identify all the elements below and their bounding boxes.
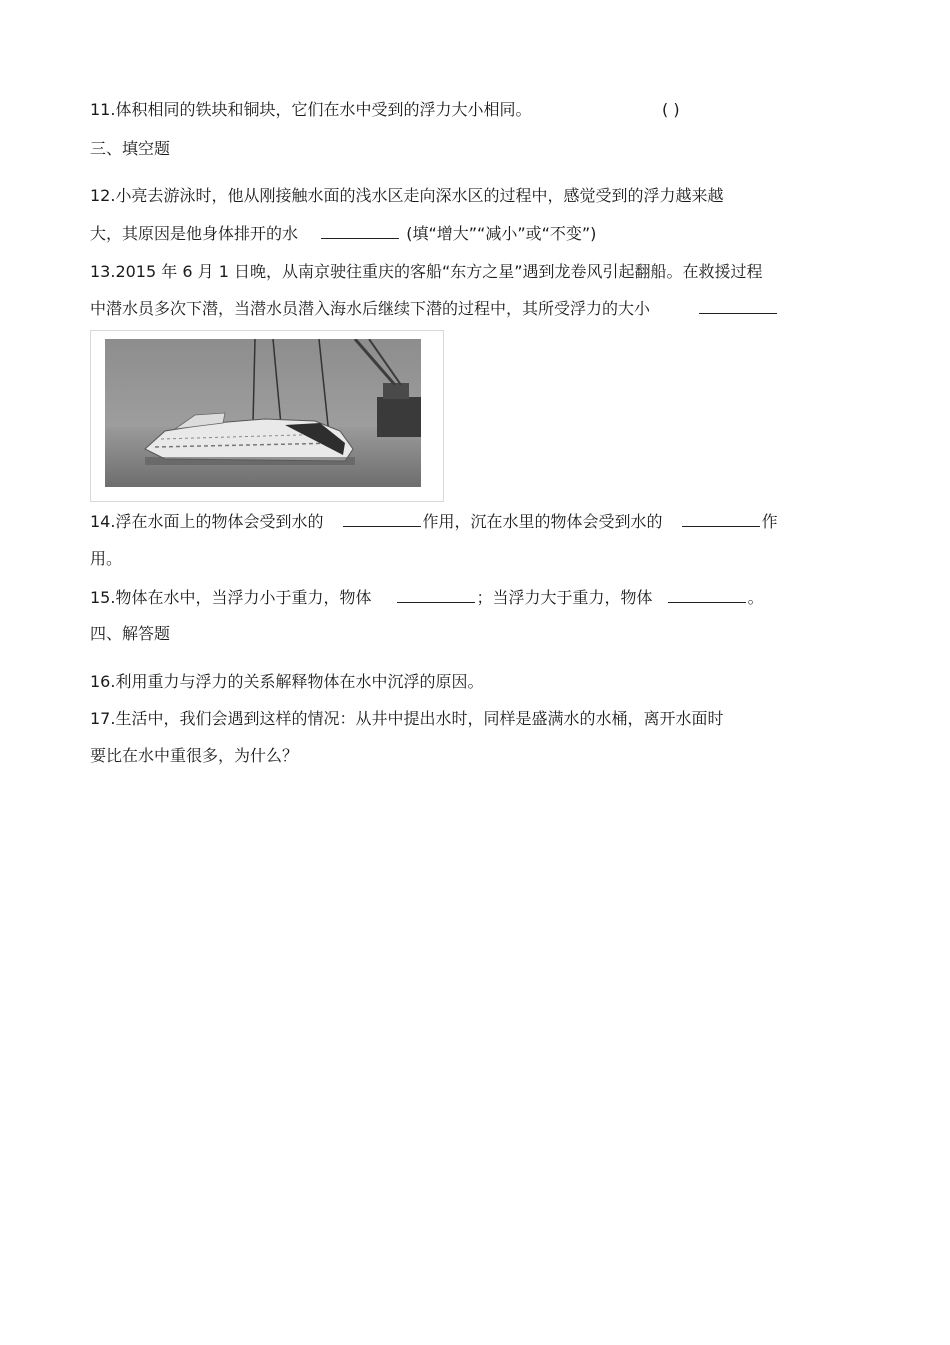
question-12-line-1: 12.小亮去游泳时，他从刚接触水面的浅水区走向深水区的过程中，感觉受到的浮力越来越 xyxy=(90,186,724,205)
answer-bracket-text: ( ) xyxy=(662,100,680,119)
question-15-text: 15.物体在水中，当浮力小于重力，物体 xyxy=(90,588,372,607)
question-11-text: 11.体积相同的铁块和铜块，它们在水中受到的浮力大小相同。 xyxy=(90,100,532,119)
section-heading-answer: 四、解答题 xyxy=(90,624,171,643)
answer-blank[interactable] xyxy=(682,510,760,527)
answer-blank[interactable] xyxy=(397,586,475,603)
question-17-line-1: 17.生活中，我们会遇到这样的情况：从井中提出水时，同样是盛满水的水桶，离开水面时 xyxy=(90,709,724,728)
question-15-text-mid: ；当浮力大于重力，物体 xyxy=(476,588,653,607)
question-14-text-mid: 作用，沉在水里的物体会受到水的 xyxy=(422,512,663,531)
answer-blank[interactable] xyxy=(668,586,746,603)
question-14-text: 14.浮在水面上的物体会受到水的 xyxy=(90,512,324,531)
section-heading-fill-blank: 三、填空题 xyxy=(90,139,171,158)
question-14-line-1 xyxy=(90,510,778,533)
question-14-line-2: 用。 xyxy=(90,549,123,568)
question-12-options: (填“增大”“减小”或“不变”) xyxy=(406,224,597,243)
question-13-text: 中潜水员多次下潜，当潜水员潜入海水后继续下潜的过程中，其所受浮力的大小 xyxy=(90,299,651,318)
question-16: 16.利用重力与浮力的关系解释物体在水中沉浮的原因。 xyxy=(90,672,484,691)
question-13-line-2 xyxy=(90,297,779,320)
question-14-text-end: 作 xyxy=(761,512,778,531)
question-13-line-1: 13.2015 年 6 月 1 日晚，从南京驶往重庆的客船“东方之星”遇到龙卷风引起翻船。在救援过程 xyxy=(90,262,763,281)
question-15-text-end: 。 xyxy=(747,588,764,607)
answer-blank[interactable] xyxy=(321,222,399,239)
question-17-line-2: 要比在水中重很多，为什么？ xyxy=(90,746,299,765)
question-11 xyxy=(90,99,531,121)
answer-bracket xyxy=(662,99,680,121)
capsized-ship-photo xyxy=(90,330,444,502)
question-12-line-2 xyxy=(90,222,596,245)
capsized-ship-image xyxy=(105,339,421,487)
answer-blank[interactable] xyxy=(699,297,777,314)
question-15 xyxy=(90,586,764,609)
answer-blank[interactable] xyxy=(343,510,421,527)
question-12-text: 大，其原因是他身体排开的水 xyxy=(90,224,299,243)
